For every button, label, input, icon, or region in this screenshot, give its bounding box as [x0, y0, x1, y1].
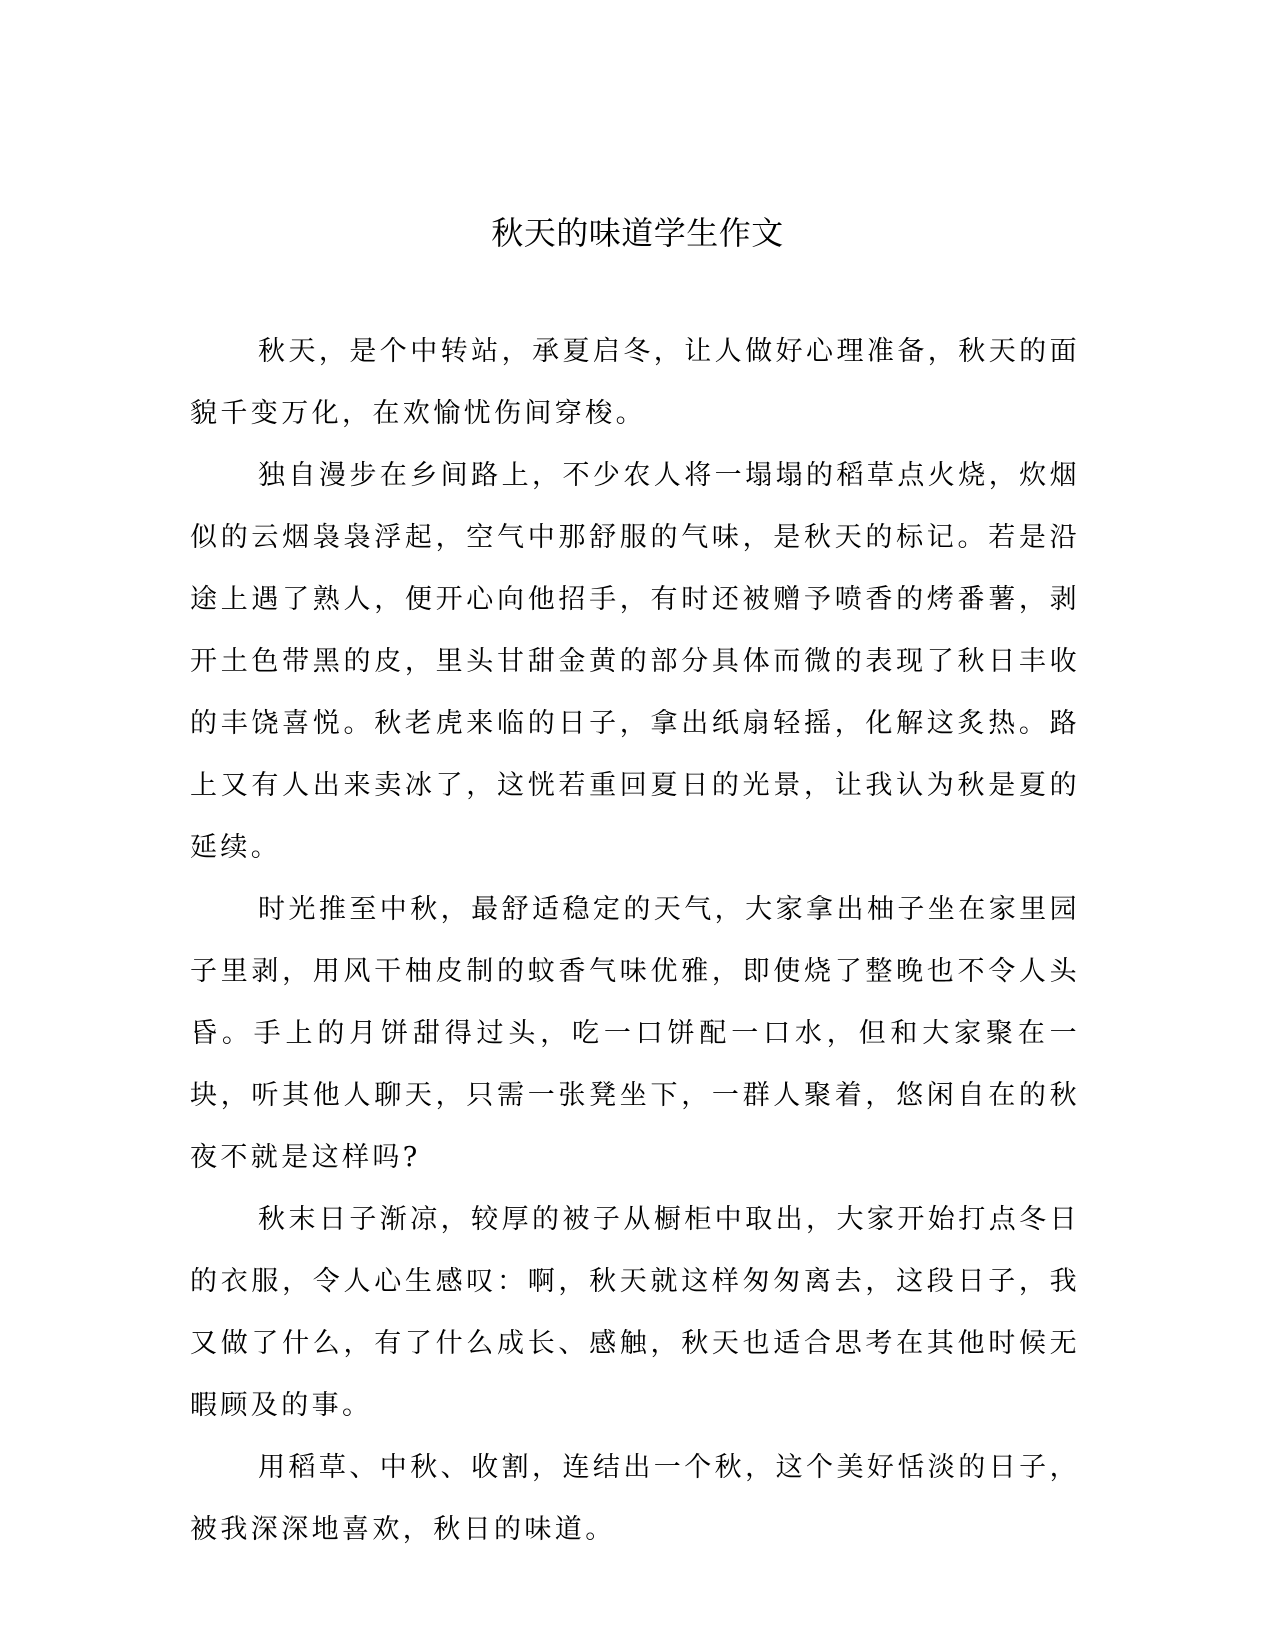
essay-body	[190, 321, 1080, 1561]
essay-paragraph-4: 秋末日子渐凉，较厚的被子从橱柜中取出，大家开始打点冬日的衣服，令人心生感叹：啊，秋天就这样匆匆离去，这段日子，我又做了什么，有了什么成长、感触，秋天也适合思考在其他时候无暇顾及的事。	[190, 1204, 1080, 1421]
essay-paragraph-3: 时光推至中秋，最舒适稳定的天气，大家拿出柚子坐在家里园子里剥，用风干柚皮制的蚊香气味优雅，即使烧了整晚也不令人头昏。手上的月饼甜得过头，吃一口饼配一口水，但和大家聚在一块，听其他人聊天，只需一张凳坐下，一群人聚着，悠闲自在的秋夜不就是这样吗?	[190, 894, 1080, 1173]
essay-paragraph-1: 秋天，是个中转站，承夏启冬，让人做好心理准备，秋天的面貌千变万化，在欢愉忧伤间穿梭。	[190, 336, 1080, 429]
document-title: 秋天的味道学生作文	[491, 214, 784, 252]
essay-paragraph-5: 用稻草、中秋、收割，连结出一个秋，这个美好恬淡的日子，被我深深地喜欢，秋日的味道。	[190, 1452, 1080, 1545]
essay-paragraph-2: 独自漫步在乡间路上，不少农人将一塌塌的稻草点火烧，炊烟似的云烟袅袅浮起，空气中那舒服的气味，是秋天的标记。若是沿途上遇了熟人，便开心向他招手，有时还被赠予喷香的烤番薯，剥开土色带黑的皮，里头甘甜金黄的部分具体而微的表现了秋日丰收的丰饶喜悦。秋老虎来临的日子，拿出纸扇轻摇，化解这炙热。路上又有人出来卖冰了，这恍若重回夏日的光景，让我认为秋是夏的延续。	[190, 460, 1080, 863]
